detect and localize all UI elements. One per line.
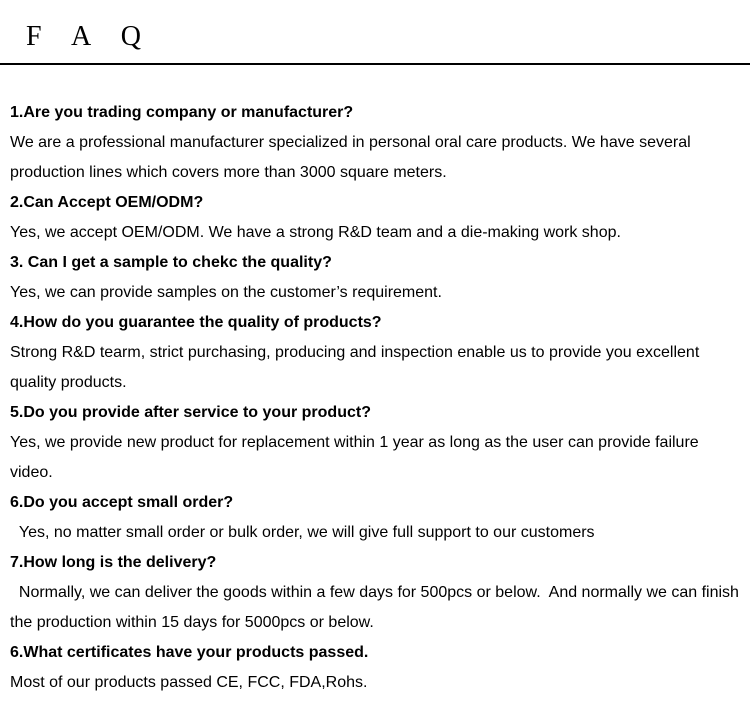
faq-item-8 [10,638,740,698]
faq-question: 7.How long is the delivery? [10,554,217,571]
faq-question: 2.Can Accept OEM/ODM? [10,194,204,211]
faq-question: 1.Are you trading company or manufacturer? [10,104,354,121]
faq-item-3 [10,248,740,308]
faq-item-1 [10,98,740,188]
faq-answer: We are a professional manufacturer specialized in personal oral care products. We have several production lines which covers more than 3000 square meters. [10,134,696,181]
faq-question: 4.How do you guarantee the quality of products? [10,314,382,331]
faq-question: 3. Can I get a sample to chekc the quality? [10,254,332,271]
faq-item-6 [10,488,740,548]
faq-question: 6.Do you accept small order? [10,494,234,511]
faq-answer: Yes, no matter small order or bulk order, we will give full support to our customers [10,524,595,541]
faq-question: 6.What certificates have your products passed. [10,644,369,661]
faq-answer: Yes, we provide new product for replacement within 1 year as long as the user can provide failure video. [10,434,704,481]
faq-item-7 [10,548,744,638]
faq-question: 5.Do you provide after service to your product? [10,404,371,421]
faq-answer: Yes, we accept OEM/ODM. We have a strong R&D team and a die-making work shop. [10,224,621,241]
faq-item-5 [10,398,740,488]
title-divider [0,63,750,65]
faq-title: F A Q [26,21,153,52]
faq-answer: Strong R&D tearm, strict purchasing, producing and inspection enable us to provide you excellent quality products. [10,344,704,391]
faq-answer: Normally, we can deliver the goods within a few days for 500pcs or below. And normally we can finish the production within 15 days for 5000pcs or below. [10,584,744,631]
faq-answer: Yes, we can provide samples on the customer’s requirement. [10,284,442,301]
faq-item-2 [10,188,740,248]
faq-answer: Most of our products passed CE, FCC, FDA,Rohs. [10,674,368,691]
faq-list [10,98,744,698]
faq-item-4 [10,308,740,398]
